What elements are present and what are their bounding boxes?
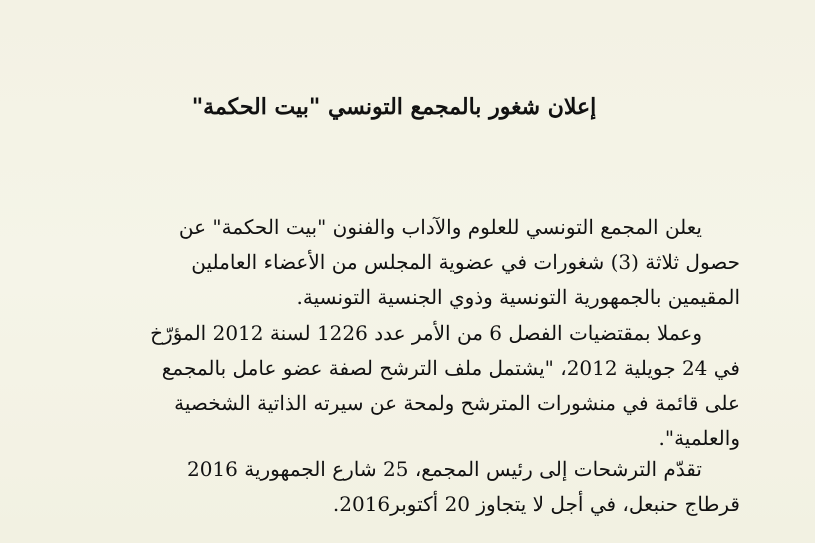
paragraph-submission [100, 452, 740, 522]
paragraph-vacancy-notice [100, 210, 740, 315]
paragraph-line: تقدّم الترشحات إلى رئيس المجمع، 25 شارع الجمهورية 2016 [186, 457, 702, 481]
paragraph-line: والعلمية". [658, 426, 740, 450]
paragraph-line: يعلن المجمع التونسي للعلوم والآداب والفنون "بيت الحكمة" عن [178, 215, 702, 239]
paragraph-line: المقيمين بالجمهورية التونسية وذوي الجنسية التونسية. [296, 285, 740, 309]
paragraph-line: على قائمة في منشورات المترشح ولمحة عن سيرته الذاتية الشخصية [174, 391, 740, 415]
paragraph-line: قرطاج حنبعل، في أجل لا يتجاوز 20 أكتوبر2016. [332, 492, 740, 516]
paragraph-line: في 24 جويلية 2012، "يشتمل ملف الترشح لصفة عضو عامل بالمجمع [161, 356, 740, 380]
page-title: إعلان شغور بالمجمع التونسي "بيت الحكمة" [191, 94, 597, 120]
paragraph-line: وعملا بمقتضيات الفصل 6 من الأمر عدد 1226 لسنة 2012 المؤرّخ [150, 321, 702, 345]
paragraph-application-file [100, 316, 740, 456]
paragraph-line: حصول ثلاثة (3) شغورات في عضوية المجلس من الأعضاء العاملين [191, 250, 740, 274]
